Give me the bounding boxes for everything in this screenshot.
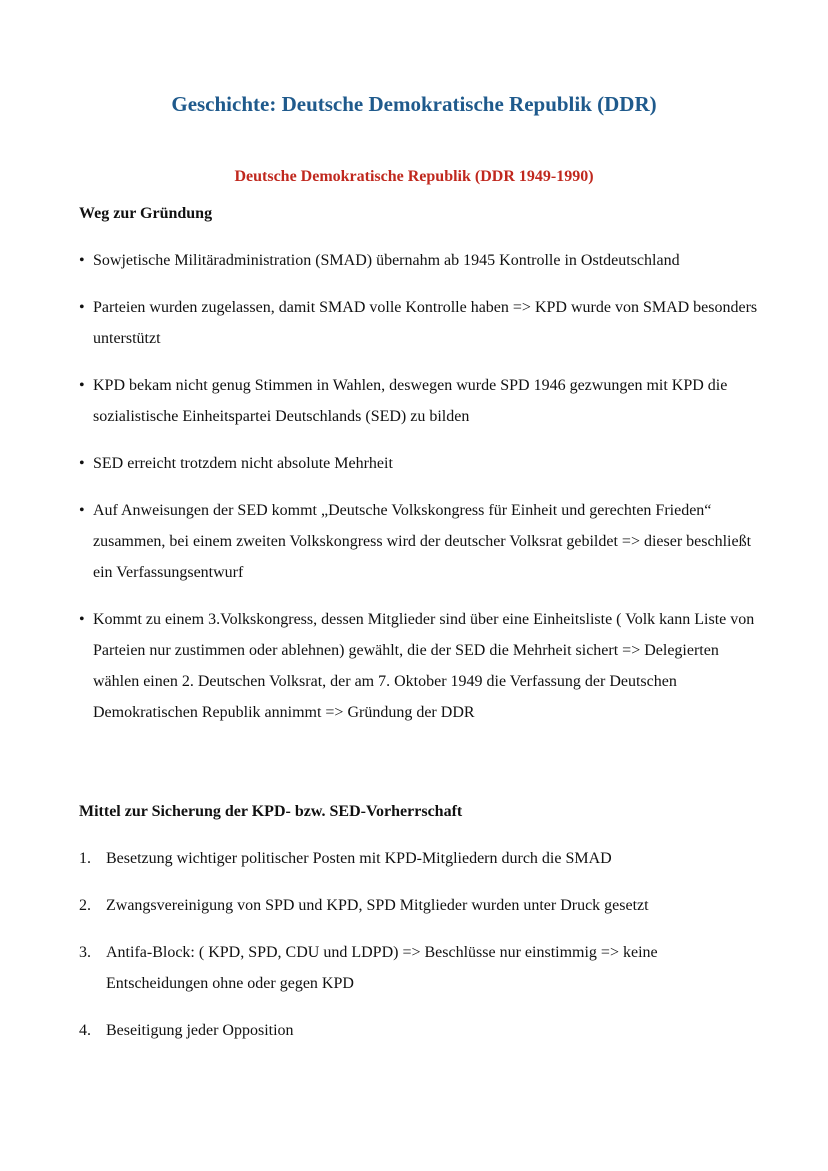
list-item-text: Beseitigung jeder Opposition	[106, 1022, 294, 1039]
page-title: Geschichte: Deutsche Demokratische Republik (DDR)	[171, 92, 657, 117]
list-number: 2.	[79, 897, 91, 914]
vorherrschaft-list	[79, 843, 759, 1062]
section-heading-gruendung: Weg zur Gründung	[79, 205, 213, 222]
list-item: • Sowjetische Militäradministration (SMAD) übernahm ab 1945 Kontrolle in Ostdeutschland	[79, 245, 759, 276]
list-item	[79, 890, 759, 921]
list-item: • Parteien wurden zugelassen, damit SMAD volle Kontrolle haben => KPD wurde von SMAD besonders unterstützt	[79, 292, 759, 354]
gruendung-list	[79, 245, 759, 744]
list-item-text: Besetzung wichtiger politischer Posten mit KPD-Mitgliedern durch die SMAD	[106, 850, 612, 867]
list-item: • Kommt zu einem 3.Volkskongress, dessen Mitglieder sind über eine Einheitsliste ( Volk kann Liste von Parteien nur zustimmen oder ablehnen) gewählt, die der SED die Mehrheit sichert => Delegierten wählen einen 2. Deutschen Volksrat, der am 7. Oktober 1949 die Verfassung der Deutschen Demokratischen Republik annimmt => Gründung der DDR	[79, 604, 759, 728]
section-heading-vorherrschaft: Mittel zur Sicherung der KPD- bzw. SED-Vorherrschaft	[79, 803, 463, 820]
list-item: • SED erreicht trotzdem nicht absolute Mehrheit	[79, 448, 759, 479]
list-item	[79, 937, 759, 999]
list-item-text: Zwangsvereinigung von SPD und KPD, SPD Mitglieder wurden unter Druck gesetzt	[106, 897, 649, 914]
list-number: 1.	[79, 850, 91, 867]
list-item	[79, 1015, 759, 1046]
list-number: 3.	[79, 944, 91, 961]
list-item: • KPD bekam nicht genug Stimmen in Wahlen, deswegen wurde SPD 1946 gezwungen mit KPD die sozialistische Einheitspartei Deutschlands (SED) zu bilden	[79, 370, 759, 432]
list-item: • Auf Anweisungen der SED kommt „Deutsche Volkskongress für Einheit und gerechten Frieden“ zusammen, bei einem zweiten Volkskongress wird der deutscher Volksrat gebildet => dieser beschließt ein Verfassungsentwurf	[79, 495, 759, 588]
list-item-text: Antifa-Block: ( KPD, SPD, CDU und LDPD) => Beschlüsse nur einstimmig => keine Entscheidungen ohne oder gegen KPD	[106, 944, 658, 992]
list-number: 4.	[79, 1022, 91, 1039]
list-item	[79, 843, 759, 874]
page-subtitle: Deutsche Demokratische Republik (DDR 1949-1990)	[234, 168, 594, 186]
